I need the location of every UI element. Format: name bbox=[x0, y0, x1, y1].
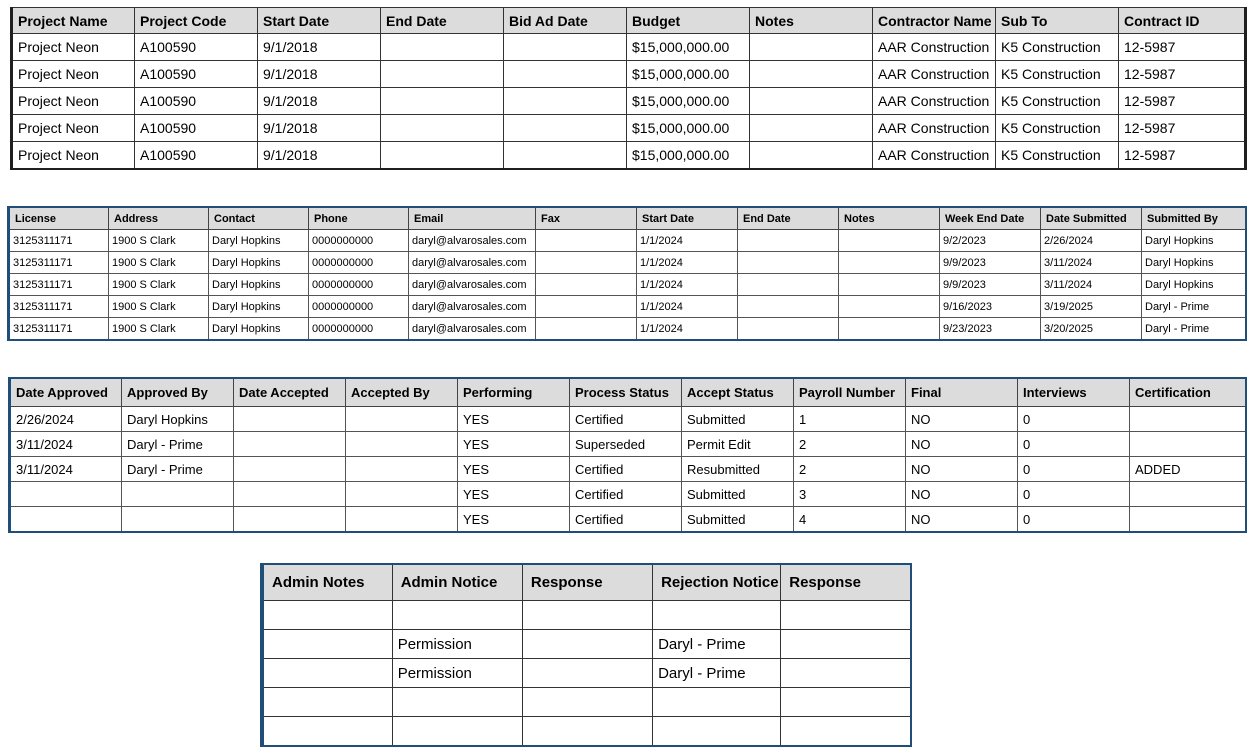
table-cell bbox=[234, 507, 346, 533]
table-cell bbox=[381, 142, 504, 170]
table-cell bbox=[522, 717, 652, 747]
admin-table bbox=[260, 563, 912, 747]
table-cell bbox=[346, 507, 458, 533]
table-cell bbox=[536, 318, 637, 341]
column-header: Payroll Number bbox=[794, 378, 906, 407]
table-cell: A100590 bbox=[135, 88, 258, 115]
table-cell: 1900 S Clark bbox=[109, 252, 209, 274]
table-cell bbox=[262, 688, 392, 717]
column-header: Accept Status bbox=[682, 378, 794, 407]
table-cell: Project Neon bbox=[12, 61, 135, 88]
table-cell: Daryl - Prime bbox=[653, 659, 781, 688]
column-header: Sub To bbox=[996, 8, 1119, 34]
table-cell bbox=[381, 88, 504, 115]
header-row bbox=[9, 207, 1246, 230]
table-cell: Daryl Hopkins bbox=[209, 274, 309, 296]
table-cell bbox=[750, 142, 873, 170]
table-row bbox=[9, 252, 1246, 274]
table-cell: $15,000,000.00 bbox=[627, 115, 750, 142]
table-cell: 9/23/2023 bbox=[940, 318, 1041, 341]
table-cell: 0000000000 bbox=[309, 252, 409, 274]
table-row bbox=[10, 407, 1246, 432]
table-cell bbox=[234, 407, 346, 432]
table-cell: YES bbox=[458, 507, 570, 533]
table-cell: Daryl Hopkins bbox=[1142, 252, 1246, 274]
column-header: Address bbox=[109, 207, 209, 230]
table-cell: Daryl Hopkins bbox=[1142, 274, 1246, 296]
table-cell: 1 bbox=[794, 407, 906, 432]
table-cell: Submitted bbox=[682, 482, 794, 507]
column-header: Contract ID bbox=[1119, 8, 1246, 34]
table-cell: 0000000000 bbox=[309, 318, 409, 341]
column-header: Accepted By bbox=[346, 378, 458, 407]
table-cell: 0 bbox=[1018, 432, 1130, 457]
table-cell: 4 bbox=[794, 507, 906, 533]
table-cell bbox=[1130, 507, 1246, 533]
table-cell: K5 Construction bbox=[996, 88, 1119, 115]
table-cell bbox=[504, 88, 627, 115]
table-cell: 0 bbox=[1018, 407, 1130, 432]
table-cell: Project Neon bbox=[12, 142, 135, 170]
table-cell bbox=[781, 630, 911, 659]
table-cell: Daryl - Prime bbox=[1142, 296, 1246, 318]
table-cell: Permission bbox=[392, 659, 522, 688]
table-cell bbox=[839, 252, 940, 274]
table-cell: 0 bbox=[1018, 507, 1130, 533]
column-header: Contact bbox=[209, 207, 309, 230]
table-cell bbox=[346, 407, 458, 432]
table-cell: 9/9/2023 bbox=[940, 252, 1041, 274]
table-cell: K5 Construction bbox=[996, 61, 1119, 88]
table-cell: K5 Construction bbox=[996, 142, 1119, 170]
column-header: Bid Ad Date bbox=[504, 8, 627, 34]
table-cell bbox=[536, 274, 637, 296]
table-cell: 9/16/2023 bbox=[940, 296, 1041, 318]
table-cell: Daryl - Prime bbox=[122, 432, 234, 457]
table-cell: Superseded bbox=[570, 432, 682, 457]
table-cell: 12-5987 bbox=[1119, 142, 1246, 170]
table-cell bbox=[839, 296, 940, 318]
table-cell: 1/1/2024 bbox=[637, 230, 738, 252]
table-cell bbox=[839, 318, 940, 341]
table-cell bbox=[536, 296, 637, 318]
table-cell: 12-5987 bbox=[1119, 34, 1246, 61]
column-header: Approved By bbox=[122, 378, 234, 407]
table-cell bbox=[262, 717, 392, 747]
table-cell bbox=[653, 601, 781, 630]
table-cell: Submitted bbox=[682, 407, 794, 432]
table-cell: 1900 S Clark bbox=[109, 296, 209, 318]
table-cell: 3125311171 bbox=[9, 296, 109, 318]
table-cell bbox=[381, 115, 504, 142]
table-row bbox=[12, 142, 1246, 170]
table-cell bbox=[738, 318, 839, 341]
column-header: Start Date bbox=[637, 207, 738, 230]
table-cell: NO bbox=[906, 507, 1018, 533]
table-cell bbox=[381, 61, 504, 88]
table-row bbox=[9, 230, 1246, 252]
column-header: End Date bbox=[738, 207, 839, 230]
column-header: Date Submitted bbox=[1041, 207, 1142, 230]
table-cell bbox=[653, 688, 781, 717]
table-cell bbox=[234, 482, 346, 507]
table-cell bbox=[750, 88, 873, 115]
table-row bbox=[12, 61, 1246, 88]
table-cell: Daryl Hopkins bbox=[209, 318, 309, 341]
table-cell: Certified bbox=[570, 457, 682, 482]
table-cell: 1/1/2024 bbox=[637, 274, 738, 296]
table-cell bbox=[1130, 432, 1246, 457]
table-cell: 9/2/2023 bbox=[940, 230, 1041, 252]
table-cell: NO bbox=[906, 432, 1018, 457]
column-header: Admin Notice bbox=[392, 564, 522, 601]
table-cell: NO bbox=[906, 457, 1018, 482]
table-row bbox=[262, 717, 911, 747]
table-cell: 9/9/2023 bbox=[940, 274, 1041, 296]
column-header: Interviews bbox=[1018, 378, 1130, 407]
table-cell bbox=[839, 274, 940, 296]
column-header: Response bbox=[781, 564, 911, 601]
table-cell: Project Neon bbox=[12, 88, 135, 115]
column-header: Date Accepted bbox=[234, 378, 346, 407]
table-cell: Daryl - Prime bbox=[1142, 318, 1246, 341]
table-cell: Daryl Hopkins bbox=[209, 230, 309, 252]
column-header: Admin Notes bbox=[262, 564, 392, 601]
table-cell bbox=[234, 432, 346, 457]
table-cell: YES bbox=[458, 432, 570, 457]
column-header: Phone bbox=[309, 207, 409, 230]
table-cell bbox=[262, 659, 392, 688]
table-cell: YES bbox=[458, 457, 570, 482]
column-header: End Date bbox=[381, 8, 504, 34]
table-cell: 3/11/2024 bbox=[1041, 252, 1142, 274]
table-cell: 0000000000 bbox=[309, 230, 409, 252]
table-row bbox=[10, 432, 1246, 457]
table-cell bbox=[1130, 407, 1246, 432]
table-cell: Resubmitted bbox=[682, 457, 794, 482]
project-table bbox=[10, 7, 1247, 170]
table-row bbox=[9, 274, 1246, 296]
table-cell: 1/1/2024 bbox=[637, 296, 738, 318]
table-cell: A100590 bbox=[135, 34, 258, 61]
table-cell: Daryl Hopkins bbox=[209, 252, 309, 274]
table-cell: Certified bbox=[570, 507, 682, 533]
table-cell: 12-5987 bbox=[1119, 88, 1246, 115]
table-row bbox=[262, 659, 911, 688]
table-cell bbox=[522, 659, 652, 688]
table-cell bbox=[738, 230, 839, 252]
column-header: Final bbox=[906, 378, 1018, 407]
table-cell: Permission bbox=[392, 630, 522, 659]
table-cell: 3125311171 bbox=[9, 318, 109, 341]
table-cell bbox=[750, 34, 873, 61]
table-cell: YES bbox=[458, 407, 570, 432]
table-cell bbox=[262, 601, 392, 630]
table-cell: 3/11/2024 bbox=[1041, 274, 1142, 296]
column-header: Process Status bbox=[570, 378, 682, 407]
column-header: Certification bbox=[1130, 378, 1246, 407]
table-cell: AAR Construction bbox=[873, 88, 996, 115]
table-cell bbox=[504, 115, 627, 142]
table-cell: $15,000,000.00 bbox=[627, 34, 750, 61]
table-row bbox=[12, 34, 1246, 61]
table-cell: A100590 bbox=[135, 61, 258, 88]
table-cell bbox=[504, 34, 627, 61]
table-cell: 3125311171 bbox=[9, 230, 109, 252]
header-row bbox=[12, 8, 1246, 34]
table-cell: Submitted bbox=[682, 507, 794, 533]
table-cell bbox=[346, 457, 458, 482]
table-cell bbox=[392, 717, 522, 747]
table-cell: 9/1/2018 bbox=[258, 61, 381, 88]
table-cell: NO bbox=[906, 407, 1018, 432]
table-cell bbox=[738, 274, 839, 296]
column-header: Budget bbox=[627, 8, 750, 34]
table-cell: 1900 S Clark bbox=[109, 230, 209, 252]
table-cell: AAR Construction bbox=[873, 61, 996, 88]
table-cell bbox=[839, 230, 940, 252]
table-cell bbox=[653, 717, 781, 747]
table-cell: daryl@alvarosales.com bbox=[409, 230, 536, 252]
table-cell bbox=[522, 630, 652, 659]
table-cell bbox=[1130, 482, 1246, 507]
table-row bbox=[262, 601, 911, 630]
table-cell: 1/1/2024 bbox=[637, 318, 738, 341]
column-header: Email bbox=[409, 207, 536, 230]
table-cell: 0000000000 bbox=[309, 296, 409, 318]
table-cell bbox=[750, 61, 873, 88]
table-cell: Daryl Hopkins bbox=[122, 407, 234, 432]
table-cell: Daryl - Prime bbox=[653, 630, 781, 659]
table-cell bbox=[781, 717, 911, 747]
table-cell: 3125311171 bbox=[9, 252, 109, 274]
table-cell bbox=[738, 296, 839, 318]
table-cell bbox=[536, 252, 637, 274]
table-cell: 1900 S Clark bbox=[109, 274, 209, 296]
column-header: Notes bbox=[839, 207, 940, 230]
table-cell: YES bbox=[458, 482, 570, 507]
table-cell bbox=[262, 630, 392, 659]
table-cell: daryl@alvarosales.com bbox=[409, 318, 536, 341]
column-header: License bbox=[9, 207, 109, 230]
column-header: Date Approved bbox=[10, 378, 122, 407]
table-cell: ADDED bbox=[1130, 457, 1246, 482]
table-cell bbox=[392, 688, 522, 717]
table-cell: 3125311171 bbox=[9, 274, 109, 296]
table-cell bbox=[781, 601, 911, 630]
table-cell: 9/1/2018 bbox=[258, 88, 381, 115]
column-header: Week End Date bbox=[940, 207, 1041, 230]
table-cell: Certified bbox=[570, 407, 682, 432]
table-cell: Daryl - Prime bbox=[122, 457, 234, 482]
column-header: Rejection Notice bbox=[653, 564, 781, 601]
table-cell: 12-5987 bbox=[1119, 61, 1246, 88]
table-row bbox=[12, 115, 1246, 142]
table-cell bbox=[10, 507, 122, 533]
table-cell: 0 bbox=[1018, 457, 1130, 482]
table-cell bbox=[781, 688, 911, 717]
table-cell: 0 bbox=[1018, 482, 1130, 507]
table-cell: $15,000,000.00 bbox=[627, 88, 750, 115]
column-header: Submitted By bbox=[1142, 207, 1246, 230]
table-cell: 3/11/2024 bbox=[10, 457, 122, 482]
table-cell: 0000000000 bbox=[309, 274, 409, 296]
table-cell: 3 bbox=[794, 482, 906, 507]
table-cell bbox=[346, 482, 458, 507]
table-cell: 9/1/2018 bbox=[258, 115, 381, 142]
table-cell: 9/1/2018 bbox=[258, 142, 381, 170]
header-row bbox=[10, 378, 1246, 407]
table-cell bbox=[750, 115, 873, 142]
table-cell: Project Neon bbox=[12, 115, 135, 142]
table-cell: AAR Construction bbox=[873, 142, 996, 170]
table-cell: 2/26/2024 bbox=[10, 407, 122, 432]
table-cell: Certified bbox=[570, 482, 682, 507]
table-row bbox=[262, 688, 911, 717]
table-cell: 1900 S Clark bbox=[109, 318, 209, 341]
contact-table bbox=[7, 206, 1247, 341]
column-header: Response bbox=[522, 564, 652, 601]
column-header: Fax bbox=[536, 207, 637, 230]
table-cell bbox=[738, 252, 839, 274]
table-cell bbox=[522, 601, 652, 630]
table-cell bbox=[781, 659, 911, 688]
table-cell: 3/20/2025 bbox=[1041, 318, 1142, 341]
table-cell: Permit Edit bbox=[682, 432, 794, 457]
table-cell: daryl@alvarosales.com bbox=[409, 252, 536, 274]
column-header: Notes bbox=[750, 8, 873, 34]
column-header: Project Name bbox=[12, 8, 135, 34]
table-cell: AAR Construction bbox=[873, 34, 996, 61]
table-row bbox=[10, 482, 1246, 507]
table-cell bbox=[536, 230, 637, 252]
table-cell bbox=[10, 482, 122, 507]
table-cell bbox=[504, 61, 627, 88]
table-cell bbox=[392, 601, 522, 630]
table-cell: K5 Construction bbox=[996, 34, 1119, 61]
table-cell bbox=[381, 34, 504, 61]
table-cell: 3/19/2025 bbox=[1041, 296, 1142, 318]
table-cell: 2 bbox=[794, 457, 906, 482]
column-header: Contractor Name bbox=[873, 8, 996, 34]
table-cell bbox=[522, 688, 652, 717]
table-cell: 1/1/2024 bbox=[637, 252, 738, 274]
approval-table bbox=[8, 377, 1247, 533]
table-cell: 12-5987 bbox=[1119, 115, 1246, 142]
table-cell: daryl@alvarosales.com bbox=[409, 296, 536, 318]
table-cell bbox=[122, 482, 234, 507]
table-cell bbox=[122, 507, 234, 533]
table-cell: A100590 bbox=[135, 115, 258, 142]
table-cell: 2/26/2024 bbox=[1041, 230, 1142, 252]
table-cell: 3/11/2024 bbox=[10, 432, 122, 457]
table-cell: Project Neon bbox=[12, 34, 135, 61]
table-row bbox=[10, 457, 1246, 482]
column-header: Project Code bbox=[135, 8, 258, 34]
table-cell: K5 Construction bbox=[996, 115, 1119, 142]
table-cell: $15,000,000.00 bbox=[627, 142, 750, 170]
table-cell: daryl@alvarosales.com bbox=[409, 274, 536, 296]
table-cell: 9/1/2018 bbox=[258, 34, 381, 61]
column-header: Performing bbox=[458, 378, 570, 407]
table-cell bbox=[346, 432, 458, 457]
table-cell: $15,000,000.00 bbox=[627, 61, 750, 88]
table-cell: A100590 bbox=[135, 142, 258, 170]
table-cell: 2 bbox=[794, 432, 906, 457]
header-row bbox=[262, 564, 911, 601]
table-cell: NO bbox=[906, 482, 1018, 507]
table-row bbox=[9, 296, 1246, 318]
table-row bbox=[12, 88, 1246, 115]
table-cell bbox=[504, 142, 627, 170]
table-row bbox=[9, 318, 1246, 341]
table-cell bbox=[234, 457, 346, 482]
table-cell: Daryl Hopkins bbox=[1142, 230, 1246, 252]
column-header: Start Date bbox=[258, 8, 381, 34]
table-row bbox=[10, 507, 1246, 533]
table-row bbox=[262, 630, 911, 659]
table-cell: Daryl Hopkins bbox=[209, 296, 309, 318]
table-cell: AAR Construction bbox=[873, 115, 996, 142]
